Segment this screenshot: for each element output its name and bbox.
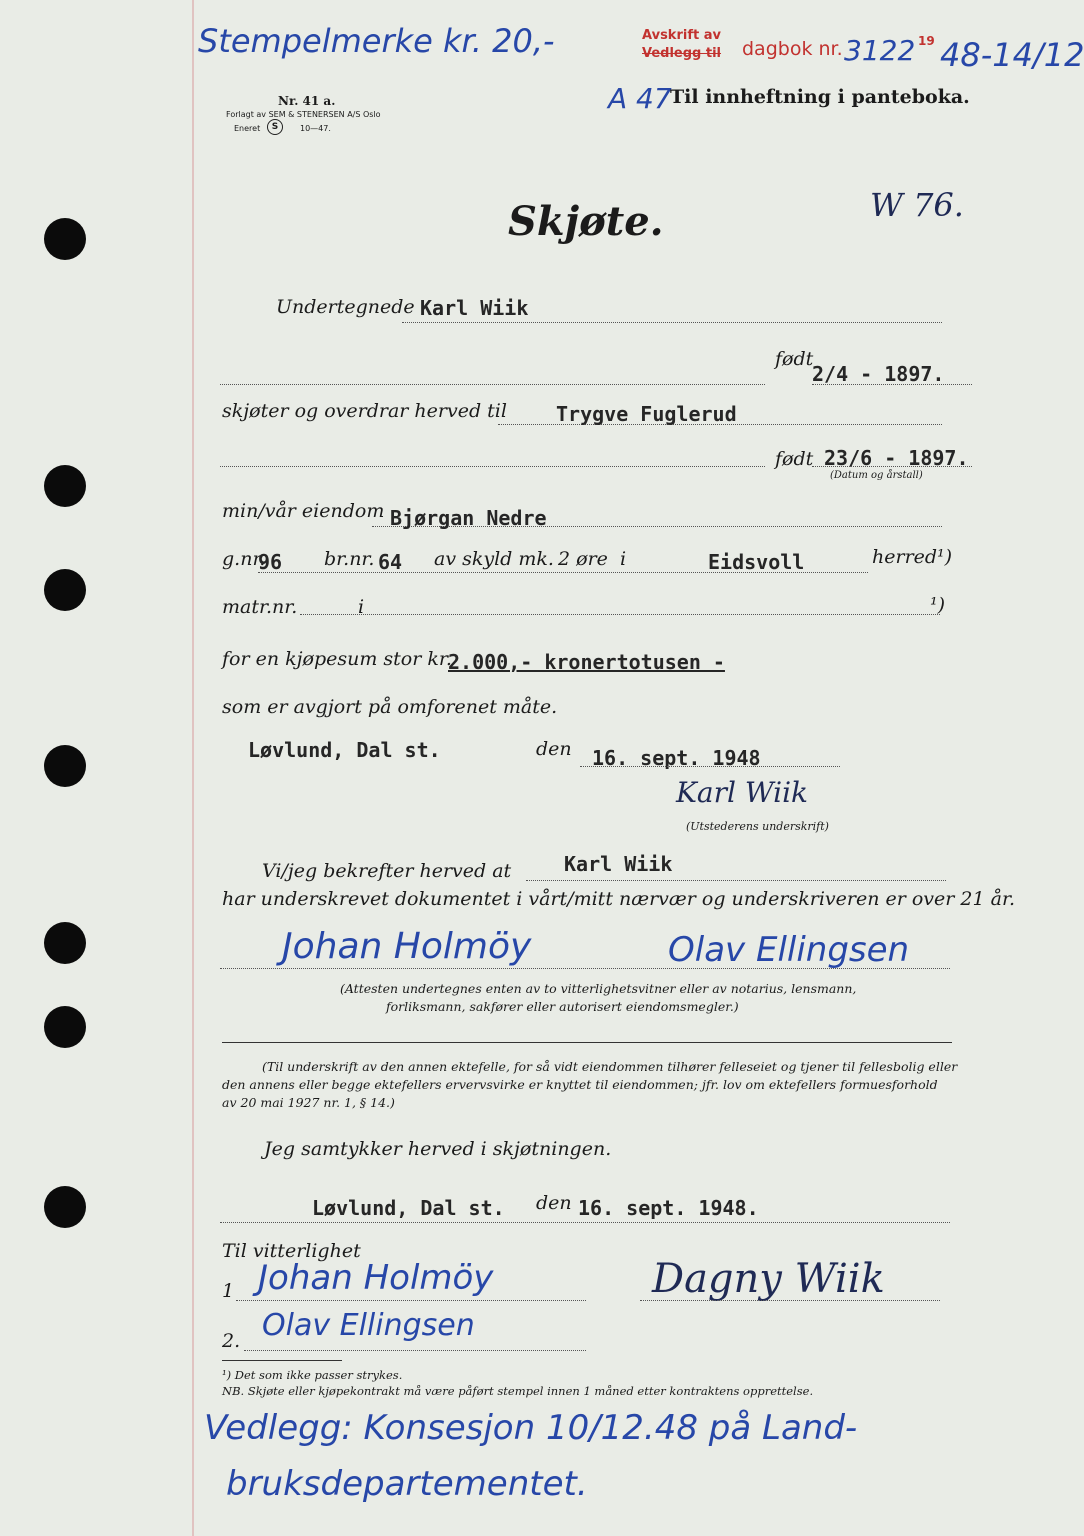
dotted-line bbox=[220, 384, 765, 385]
dotted-line bbox=[580, 766, 840, 767]
i-label: i bbox=[620, 548, 627, 570]
settled-text: som er avgjort på omforenet måte. bbox=[222, 696, 558, 718]
witness-line-2-signature: Olav Ellingsen bbox=[262, 1308, 475, 1343]
brnr-label: br.nr. bbox=[324, 548, 375, 570]
buyer-name: Trygve Fuglerud bbox=[556, 402, 737, 426]
folio-mark: A 47 bbox=[608, 82, 672, 115]
punch-hole bbox=[44, 745, 86, 787]
dotted-line bbox=[640, 1300, 940, 1301]
witness-signature-1: Johan Holmöy bbox=[282, 926, 532, 967]
skyld-label: av skyld mk. bbox=[434, 548, 554, 570]
witness-number-1: 1 bbox=[222, 1280, 235, 1302]
spouse-note-1: (Til underskrift av den annen ektefelle, for så vidt eiendommen tilhører felleseiet og tjener til fellesbolig eller bbox=[262, 1059, 958, 1074]
seller-birth: 2/4 - 1897. bbox=[812, 362, 945, 386]
dagbok-number: 3122 bbox=[844, 34, 916, 67]
transfer-label: skjøter og overdrar herved til bbox=[222, 400, 507, 422]
dotted-line bbox=[300, 614, 940, 615]
fodt-label: født bbox=[775, 448, 814, 470]
dotted-line bbox=[526, 880, 946, 881]
i-label: i bbox=[358, 596, 365, 618]
confirm-text: har underskrevet dokumentet i vårt/mitt nærvær og underskriveren er over 21 år. bbox=[222, 888, 1015, 910]
dotted-line bbox=[236, 1300, 586, 1301]
brnr-value: 64 bbox=[378, 550, 403, 574]
publisher-logo: S bbox=[267, 119, 283, 135]
witness-number-2: 2. bbox=[222, 1330, 241, 1352]
footnote-rule bbox=[222, 1360, 342, 1361]
year-prefix: 19 bbox=[918, 34, 935, 48]
publisher-eneret: Eneret bbox=[234, 124, 261, 133]
signature-hint: (Utstederens underskrift) bbox=[686, 820, 829, 833]
gnr-value: 96 bbox=[258, 550, 283, 574]
stamp-avskrift: Avskrift av bbox=[642, 28, 721, 43]
attest-note-2: forliksmann, sakfører eller autorisert eiendomsmegler.) bbox=[386, 999, 739, 1014]
dotted-line bbox=[220, 968, 950, 969]
fodt-label: født bbox=[775, 348, 814, 370]
den-label: den bbox=[536, 1192, 572, 1214]
gnr-label: g.nr. bbox=[222, 548, 266, 570]
punch-hole bbox=[44, 569, 86, 611]
skyld-value: 2 øre bbox=[558, 548, 608, 570]
stamp-fee-handwritten: Stempelmerke kr. 20,- bbox=[198, 22, 555, 60]
herred-label: herred¹) bbox=[872, 546, 953, 568]
place-1: Løvlund, Dal st. bbox=[248, 738, 441, 762]
undertegnede-label: Undertegnede bbox=[276, 296, 415, 318]
punch-hole bbox=[44, 465, 86, 507]
vitterlighet-label: Til vitterlighet bbox=[222, 1240, 361, 1262]
stamp-vedlegg: Vedlegg til bbox=[642, 46, 722, 61]
consent-text: Jeg samtykker herved i skjøtningen. bbox=[264, 1138, 612, 1160]
date-1: 16. sept. 1948 bbox=[592, 746, 761, 770]
binding-note: Til innheftning i panteboka. bbox=[670, 86, 970, 108]
year-date: 48-14/12 bbox=[940, 36, 1084, 74]
dotted-line bbox=[220, 466, 765, 467]
property-label: min/vår eiendom bbox=[222, 500, 385, 522]
form-number: Nr. 41 a. bbox=[278, 94, 336, 108]
date-2: 16. sept. 1948. bbox=[578, 1196, 759, 1220]
den-label: den bbox=[536, 738, 572, 760]
punch-hole bbox=[44, 1186, 86, 1228]
buyer-birth: 23/6 - 1897. bbox=[824, 446, 969, 470]
dotted-line bbox=[812, 384, 972, 385]
place-2: Løvlund, Dal st. bbox=[312, 1196, 505, 1220]
confirm-label: Vi/jeg bekrefter herved at bbox=[262, 860, 512, 882]
dotted-line bbox=[812, 466, 972, 467]
price-label: for en kjøpesum stor kr. bbox=[222, 648, 452, 670]
date-hint: (Datum og årstall) bbox=[830, 470, 923, 481]
corner-mark: W 76. bbox=[870, 186, 964, 224]
dotted-line bbox=[244, 1350, 586, 1351]
punch-hole bbox=[44, 922, 86, 964]
margin-rule bbox=[192, 0, 194, 1536]
publisher-line: Forlagt av SEM & STENERSEN A/S Oslo bbox=[226, 110, 381, 119]
document-title: Skjøte. bbox=[508, 198, 664, 245]
section-divider bbox=[222, 1042, 952, 1043]
spouse-note-3: av 20 mai 1927 nr. 1, § 14.) bbox=[222, 1095, 395, 1110]
confirm-name: Karl Wiik bbox=[564, 852, 673, 876]
annex-line-2: bruksdepartementet. bbox=[226, 1464, 588, 1504]
seller-name: Karl Wiik bbox=[420, 296, 529, 320]
spouse-note-2: den annens eller begge ektefellers ervervsvirke er knyttet til eiendommen; jfr. lov om ektefellers formuesforhold bbox=[222, 1077, 938, 1092]
footnote-2: NB. Skjøte eller kjøpekontrakt må være påført stempel innen 1 måned etter kontraktens opprettelse. bbox=[222, 1384, 814, 1398]
publisher-date: 10—47. bbox=[300, 124, 331, 133]
dagbok-label: dagbok nr. bbox=[742, 38, 843, 60]
herred-value: Eidsvoll bbox=[708, 550, 805, 574]
attest-note-1: (Attesten undertegnes enten av to vitterlighetsvitner eller av notarius, lensmann, bbox=[340, 981, 857, 996]
witness-signature-2: Olav Ellingsen bbox=[668, 930, 910, 970]
matr-footnote-mark: ¹) bbox=[930, 594, 946, 616]
footnote-1: ¹) Det som ikke passer strykes. bbox=[222, 1368, 403, 1382]
annex-line-1: Vedlegg: Konsesjon 10/12.48 på Land- bbox=[204, 1408, 858, 1448]
spouse-signature: Dagny Wiik bbox=[652, 1256, 885, 1302]
seller-signature: Karl Wiik bbox=[676, 776, 809, 809]
dotted-line bbox=[402, 322, 942, 323]
dotted-line bbox=[258, 572, 868, 573]
property-name: Bjørgan Nedre bbox=[390, 506, 547, 530]
dotted-line bbox=[220, 1222, 950, 1223]
witness-line-1-signature: Johan Holmöy bbox=[258, 1258, 494, 1298]
price-value: 2.000,- kronertotusen - bbox=[448, 650, 725, 674]
matr-label: matr.nr. bbox=[222, 596, 298, 618]
punch-hole bbox=[44, 218, 86, 260]
punch-hole bbox=[44, 1006, 86, 1048]
